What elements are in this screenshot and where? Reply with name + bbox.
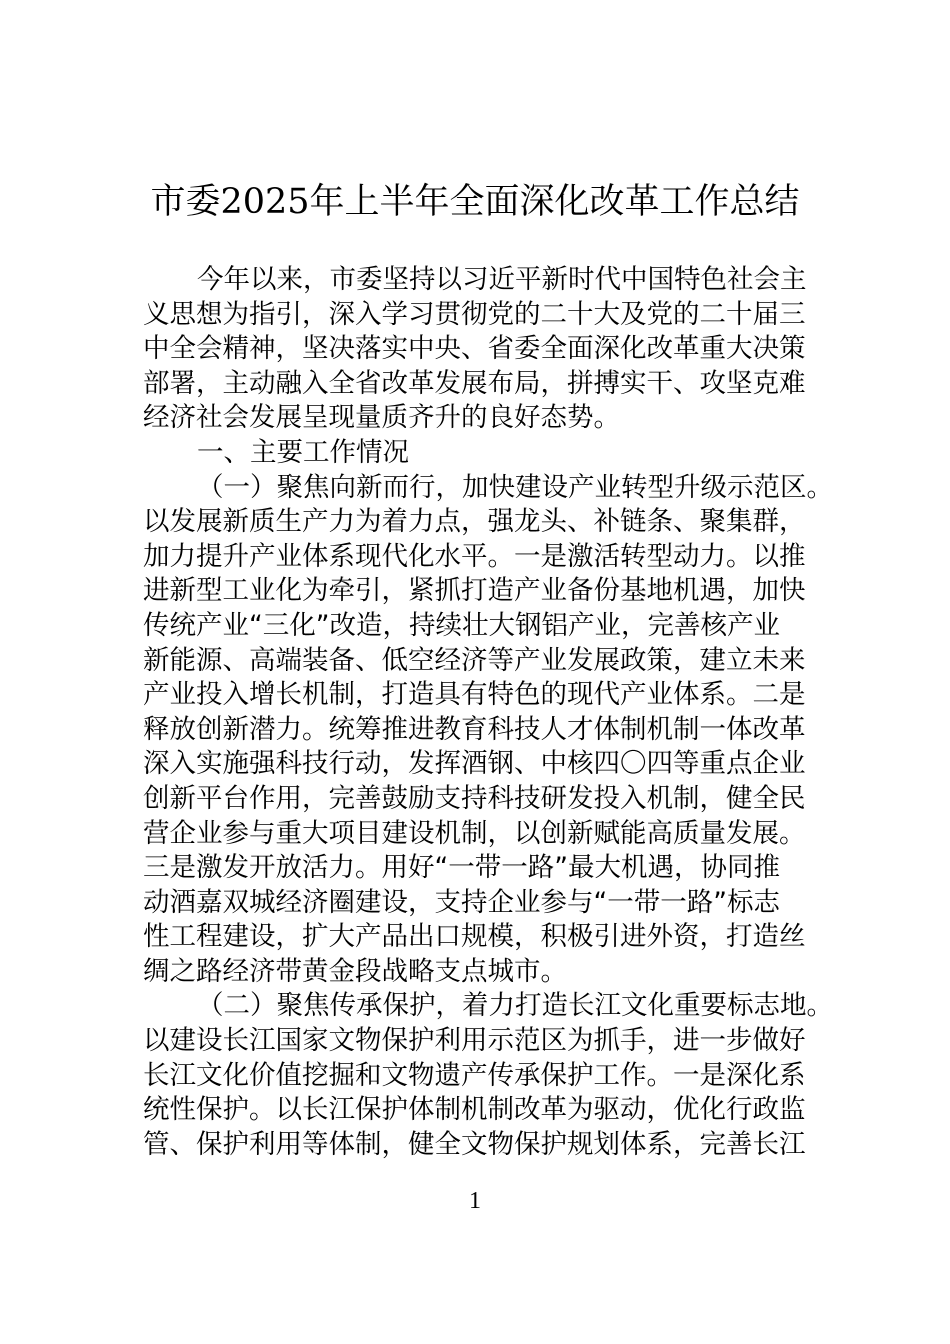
text-line: 管、保护利用等体制，健全文物保护规划体系，完善长江 (143, 1128, 806, 1160)
text-line: 长江文化价值挖掘和文物遗产传承保护工作。一是深化系 (143, 1059, 806, 1091)
text-line: 今年以来，市委坚持以习近平新时代中国特色社会主 (197, 264, 807, 295)
text-line: 三是激发开放活力。用好“一带一路”最大机遇，协同推 (143, 852, 780, 884)
text-line: 传统产业“三化”改造，持续壮大钢铝产业，完善核产业 (143, 609, 780, 641)
text-line: 以发展新质生产力为着力点，强龙头、补链条、聚集群， (143, 506, 806, 538)
text-line: 加力提升产业体系现代化水平。一是激活转型动力。以推 (143, 540, 806, 572)
text-line: 统性保护。以长江保护体制机制改革为驱动，优化行政监 (143, 1094, 806, 1126)
text-line: 义思想为指引，深入学习贯彻党的二十大及党的二十届三 (143, 298, 806, 330)
text-line: 进新型工业化为牵引，紧抓打造产业备份基地机遇，加快 (143, 575, 806, 607)
text-line: 部署，主动融入全省改革发展布局，拼搏实干、攻坚克难 (143, 367, 806, 399)
text-line: 中全会精神，坚决落实中央、省委全面深化改革重大决策 (143, 333, 806, 365)
text-line: 绸之路经济带黄金段战略支点城市。 (143, 955, 567, 987)
text-line: （二）聚焦传承保护，着力打造长江文化重要标志地。 (197, 990, 833, 1022)
text-line: 深入实施强科技行动，发挥酒钢、中核四〇四等重点企业 (143, 748, 806, 780)
text-line: 动酒嘉双城经济圈建设，支持企业参与“一带一路”标志 (143, 886, 780, 918)
text-line: 以建设长江国家文物保护利用示范区为抓手，进一步做好 (143, 1025, 806, 1057)
text-line: 营企业参与重大项目建设机制，以创新赋能高质量发展。 (143, 817, 806, 849)
document-title: 市委2025年上半年全面深化改革工作总结 (150, 182, 800, 222)
text-line: 新能源、高端装备、低空经济等产业发展政策，建立未来 (143, 644, 806, 676)
text-line: 释放创新潜力。统筹推进教育科技人才体制机制一体改革 (143, 713, 806, 745)
page-number: 1 (469, 1188, 481, 1214)
text-line: 创新平台作用，完善鼓励支持科技研发投入机制，健全民 (143, 782, 806, 814)
text-line: 产业投入增长机制，打造具有特色的现代产业体系。二是 (143, 679, 806, 711)
text-line: 一、主要工作情况 (197, 436, 409, 468)
text-line: 性工程建设，扩大产品出口规模，积极引进外资，打造丝 (143, 921, 806, 953)
text-line: 经济社会发展呈现量质齐升的良好态势。 (143, 402, 620, 434)
document-body (143, 263, 843, 1162)
text-line: （一）聚焦向新而行，加快建设产业转型升级示范区。 (197, 471, 833, 503)
